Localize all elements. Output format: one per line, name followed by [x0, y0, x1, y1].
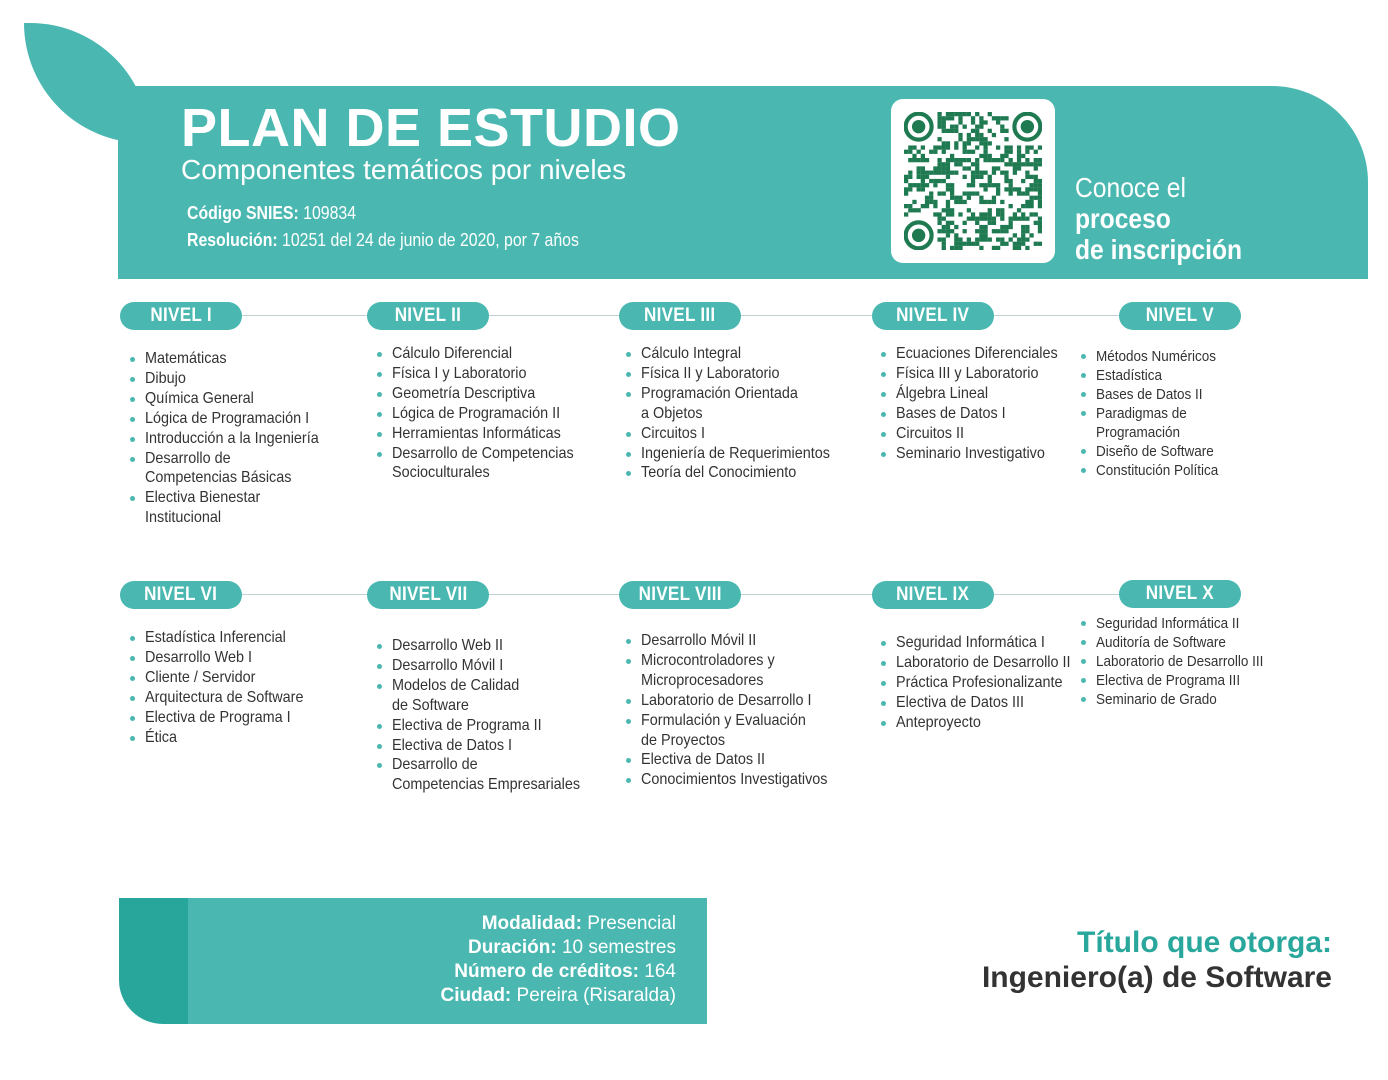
qr-code[interactable]	[891, 99, 1055, 263]
nivel-1-list	[130, 349, 338, 528]
list-item: Laboratorio de Desarrollo III	[1081, 652, 1282, 671]
list-item: Anteproyecto	[881, 713, 1090, 733]
list-item: Paradigmas de	[1081, 404, 1232, 423]
nivel-6-pill: NIVEL VI	[120, 581, 242, 609]
creditos-value: 164	[639, 961, 676, 982]
list-item: Seguridad Informática I	[881, 633, 1090, 653]
qr-code-icon	[904, 112, 1042, 250]
list-item: Electiva de Datos I	[377, 736, 601, 756]
nivel-1-pill: NIVEL I	[120, 302, 242, 330]
list-item: Desarrollo Web I	[130, 648, 321, 668]
list-item: Álgebra Lineal	[881, 384, 1076, 404]
nivel-7-list	[377, 636, 601, 795]
modalidad-value: Presencial	[582, 913, 676, 934]
list-item: Lógica de Programación I	[130, 409, 338, 429]
list-item: Electiva de Programa II	[377, 716, 601, 736]
list-item-continuation: Socioculturales	[392, 464, 490, 482]
nivel-5-list	[1081, 347, 1232, 480]
list-item: Desarrollo Móvil I	[377, 656, 601, 676]
ciudad-value: Pereira (Risaralda)	[511, 985, 676, 1006]
ciudad-label: Ciudad:	[440, 985, 512, 1006]
list-item: Estadística	[1081, 366, 1232, 385]
list-item: Bases de Datos I	[881, 404, 1076, 424]
list-item: Ética	[130, 728, 321, 748]
list-item: Electiva de Programa III	[1081, 671, 1282, 690]
snies-value: 109834	[298, 203, 357, 223]
list-item: Conocimientos Investigativos	[626, 770, 848, 790]
list-item: Circuitos II	[881, 424, 1076, 444]
list-item: Modelos de Calidad	[377, 676, 601, 696]
list-item: Cliente / Servidor	[130, 668, 321, 688]
list-item: Microcontroladores y	[626, 651, 848, 671]
list-item: Laboratorio de Desarrollo II	[881, 653, 1090, 673]
list-item: Teoría del Conocimiento	[626, 463, 851, 483]
resolucion-value: 10251 del 24 de junio de 2020, por 7 años	[277, 230, 579, 250]
list-item: Circuitos I	[626, 424, 851, 444]
nivel-3-pill: NIVEL III	[619, 302, 741, 330]
duracion-line	[468, 936, 676, 960]
qr-caption-line1: Conoce el	[1075, 172, 1186, 203]
list-item-continuation: de Proyectos	[641, 731, 726, 749]
qr-caption-line2: proceso	[1075, 203, 1171, 234]
list-item: Física III y Laboratorio	[881, 364, 1076, 384]
list-item: Constitución Política	[1081, 461, 1232, 480]
list-item: Geometría Descriptiva	[377, 384, 594, 404]
nivel-4-list	[881, 344, 1076, 463]
list-item: Ingeniería de Requerimientos	[626, 444, 851, 464]
list-item: Cálculo Integral	[626, 344, 851, 364]
list-item-continuation: Programación	[1096, 424, 1181, 441]
list-item: Dibujo	[130, 369, 338, 389]
list-item: Formulación y Evaluación	[626, 711, 848, 731]
list-item: Electiva de Datos III	[881, 693, 1090, 713]
ciudad-line	[441, 984, 676, 1008]
list-item: Arquitectura de Software	[130, 688, 321, 708]
nivel-9-pill: NIVEL IX	[872, 581, 994, 609]
list-item: Seminario de Grado	[1081, 690, 1282, 709]
list-item: Matemáticas	[130, 349, 338, 369]
list-item: Desarrollo de	[377, 755, 601, 775]
list-item-continuation: Microprocesadores	[641, 671, 764, 689]
list-item: Métodos Numéricos	[1081, 347, 1232, 366]
list-item: Laboratorio de Desarrollo I	[626, 691, 848, 711]
nivel-5-pill: NIVEL V	[1119, 302, 1241, 330]
nivel-3-list	[626, 344, 851, 483]
creditos-label: Número de créditos:	[454, 961, 640, 982]
list-item: Práctica Profesionalizante	[881, 673, 1090, 693]
modalidad-line	[482, 912, 676, 936]
nivel-10-list	[1081, 614, 1282, 709]
nivel-7-pill: NIVEL VII	[367, 581, 489, 609]
list-item: Herramientas Informáticas	[377, 424, 594, 444]
list-item: Lógica de Programación II	[377, 404, 594, 424]
list-item: Auditoría de Software	[1081, 633, 1282, 652]
list-item: Electiva de Datos II	[626, 750, 848, 770]
list-item: Introducción a la Ingeniería	[130, 429, 338, 449]
qr-caption-line3: de inscripción	[1075, 234, 1243, 265]
list-item: Estadística Inferencial	[130, 628, 321, 648]
list-item: Química General	[130, 389, 338, 409]
list-item-continuation: Competencias Empresariales	[392, 776, 581, 794]
resolucion-label: Resolución:	[187, 230, 278, 250]
nivel-9-list	[881, 633, 1090, 733]
list-item: Física II y Laboratorio	[626, 364, 851, 384]
list-item: Desarrollo de Competencias	[377, 444, 594, 464]
nivel-2-list	[377, 344, 594, 483]
list-item: Desarrollo Móvil II	[626, 631, 848, 651]
list-item-continuation: Competencias Básicas	[145, 469, 292, 487]
list-item: Electiva Bienestar	[130, 488, 338, 508]
list-item: Cálculo Diferencial	[377, 344, 594, 364]
creditos-line	[454, 960, 676, 984]
list-item: Desarrollo Web II	[377, 636, 601, 656]
titulo-label: Título que otorga:	[1077, 926, 1332, 959]
list-item-continuation: a Objetos	[641, 404, 703, 422]
nivel-8-list	[626, 631, 848, 790]
list-item: Ecuaciones Diferenciales	[881, 344, 1076, 364]
list-item: Seminario Investigativo	[881, 444, 1076, 464]
duracion-value: 10 semestres	[556, 937, 676, 958]
resolucion-line	[187, 228, 579, 252]
info-box-accent	[119, 898, 189, 1024]
list-item: Desarrollo de	[130, 449, 338, 469]
list-item: Electiva de Programa I	[130, 708, 321, 728]
list-item: Diseño de Software	[1081, 442, 1232, 461]
page-title: PLAN DE ESTUDIO	[181, 98, 681, 158]
list-item: Bases de Datos II	[1081, 385, 1232, 404]
snies-line	[187, 201, 356, 225]
qr-caption	[1075, 172, 1242, 265]
list-item: Física I y Laboratorio	[377, 364, 594, 384]
nivel-2-pill: NIVEL II	[367, 302, 489, 330]
list-item-continuation: Institucional	[145, 509, 222, 527]
list-item: Seguridad Informática II	[1081, 614, 1282, 633]
modalidad-label: Modalidad:	[481, 913, 582, 934]
list-item: Programación Orientada	[626, 384, 851, 404]
duracion-label: Duración:	[467, 937, 557, 958]
snies-label: Código SNIES:	[187, 203, 299, 223]
list-item-continuation: de Software	[392, 696, 469, 714]
nivel-6-list	[130, 628, 321, 747]
page-subtitle: Componentes temáticos por niveles	[181, 154, 627, 185]
titulo-value: Ingeniero(a) de Software	[981, 961, 1332, 994]
nivel-8-pill: NIVEL VIII	[619, 581, 741, 609]
nivel-10-pill: NIVEL X	[1119, 580, 1241, 608]
nivel-4-pill: NIVEL IV	[872, 302, 994, 330]
